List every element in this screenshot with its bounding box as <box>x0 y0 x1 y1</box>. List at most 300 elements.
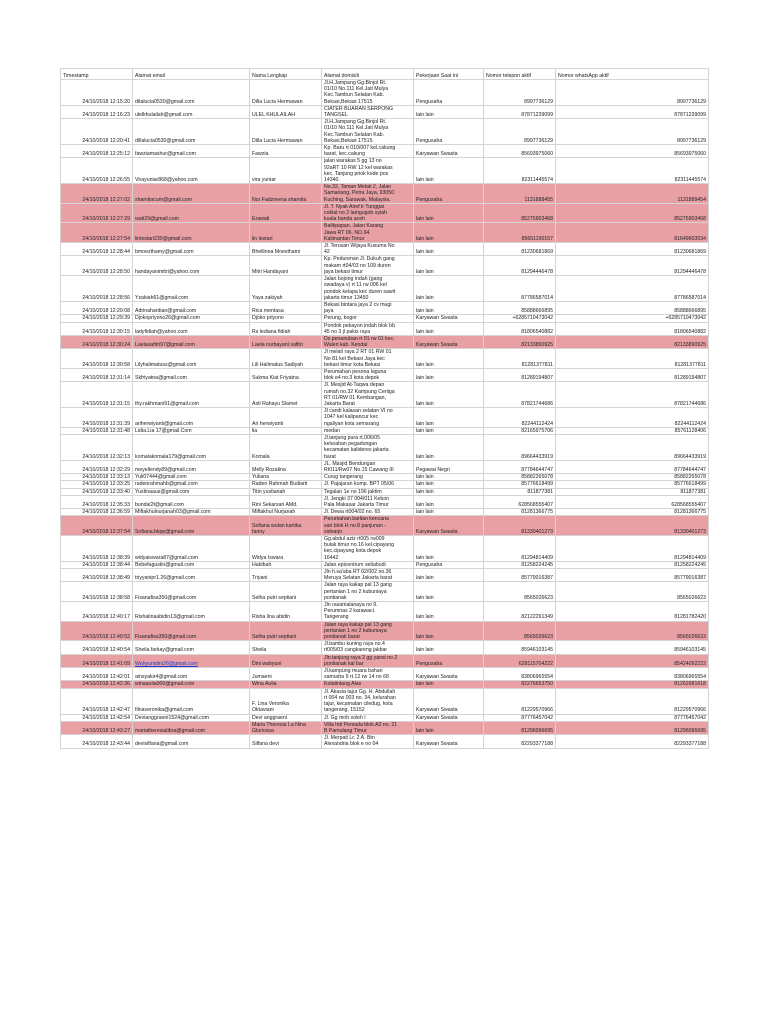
address-cell: Pondok pekayon indah blok bb 45 no 3 jl pakis raya <box>322 322 414 335</box>
phone-cell: 85776618499 <box>484 481 556 488</box>
phone-cell: 87821744686 <box>484 382 556 408</box>
whatsapp-cell: 811877381 <box>556 488 709 495</box>
header-whatsapp: Nomor whatsApp aktif <box>556 69 709 80</box>
address-cell: Jln.tanjung raya 2 gg yansi no 2 pontianak kal bar <box>322 654 414 667</box>
phone-cell: 85275903468 <box>484 203 556 223</box>
table-row <box>61 368 709 381</box>
occupation-cell: Karyawan Swasta <box>414 688 484 714</box>
table-row <box>61 158 709 184</box>
whatsapp-cell: 85424092222 <box>556 654 709 667</box>
timestamp-cell: 24/10/2018 12:42:54 <box>61 714 133 721</box>
email-cell: Devianggraeni1524@gmail.com <box>133 714 250 721</box>
whatsapp-cell: 82293377188 <box>556 735 709 748</box>
whatsapp-cell: 82311445574 <box>556 158 709 184</box>
name-cell: Raden Rahmah Budiarti <box>250 481 322 488</box>
whatsapp-cell: 81229570966 <box>556 688 709 714</box>
address-cell: Jl. Akasia tajur Gg. H. Abdullah rt 004 rw 003 no. 34, kelurahan tajur, kecamatan ciledug, kota tangerang, 15152 <box>322 688 414 714</box>
occupation-cell: lain lain <box>414 481 484 488</box>
table-row <box>61 688 709 714</box>
phone-cell: 81294446478 <box>484 256 556 276</box>
name-cell: Silfana devi <box>250 735 322 748</box>
email-cell: handayanimitri@yahoo.com <box>133 256 250 276</box>
address-cell: Ds penanuban rt 01 rw 01 kec. Waleri kab. Kendal <box>322 335 414 348</box>
table-row <box>61 495 709 508</box>
table-row <box>61 203 709 223</box>
occupation-cell: Pengusaha <box>414 119 484 145</box>
timestamp-cell: 24/10/2018 12:29:39 <box>61 315 133 322</box>
occupation-cell: lain lain <box>414 256 484 276</box>
timestamp-cell: 24/10/2018 12:33:40 <box>61 488 133 495</box>
email-cell: mariatheresialibra@gmail.com <box>133 721 250 734</box>
phone-cell: 82122291349 <box>484 602 556 622</box>
whatsapp-cell: 85882265078 <box>556 474 709 481</box>
name-cell: Laela nurbayani safitri <box>250 335 322 348</box>
occupation-cell: lain lain <box>414 582 484 602</box>
table-row <box>61 322 709 335</box>
spreadsheet <box>60 68 708 749</box>
address-cell: Jalan epicentrum setiabudi <box>322 561 414 568</box>
email-cell: Lilyhalimatuss@gmail.com <box>133 349 250 369</box>
whatsapp-cell: 87821744686 <box>556 382 709 408</box>
timestamp-cell: 24/10/2018 12:31:39 <box>61 408 133 428</box>
phone-cell: 628115704222 <box>484 654 556 667</box>
occupation-cell: Pengusaha <box>414 184 484 204</box>
occupation-cell: lain lain <box>414 368 484 381</box>
address-cell: Kp. Baru rt 010/007 kel.cakung barat, kec.cakung <box>322 145 414 158</box>
address-cell: jalan warakas 5 gg 13 no 92aRT 10 RW 12 kel warakas kec. Tanjung priok kode pos 14340. <box>322 158 414 184</box>
name-cell: F. Lina Veronika Oktaviani <box>250 688 322 714</box>
name-cell: Yaya zakiyah <box>250 276 322 302</box>
table-row <box>61 315 709 322</box>
timestamp-cell: 24/10/2018 12:42:36 <box>61 681 133 688</box>
header-full-name: Nama Lengkap <box>250 69 322 80</box>
email-cell: Djokopriyono26@gmail.com <box>133 315 250 322</box>
phone-cell: 81229570966 <box>484 688 556 714</box>
table-row <box>61 735 709 748</box>
phone-cell: 85651190157 <box>484 223 556 243</box>
whatsapp-cell: 87786587014 <box>556 276 709 302</box>
whatsapp-cell: 81258224245 <box>556 561 709 568</box>
phone-cell: 81289194807 <box>484 368 556 381</box>
whatsapp-cell: 8997736129 <box>556 119 709 145</box>
whatsapp-cell: 83806965554 <box>556 668 709 681</box>
address-cell: Jl.tanjung pura rt.006/05 kelurahan pegadungan kecamatan kalideres jakarta barat <box>322 434 414 460</box>
name-cell: Titin yustianah <box>250 488 322 495</box>
occupation-cell: Karyawan Swasta <box>414 145 484 158</box>
table-row <box>61 536 709 562</box>
timestamp-cell: 24/10/2018 12:20:41 <box>61 119 133 145</box>
occupation-cell: Karyawan Swasta <box>414 315 484 322</box>
table-row <box>61 119 709 145</box>
name-cell: Djoko priyono <box>250 315 322 322</box>
phone-cell: 8997736129 <box>484 80 556 106</box>
phone-cell: 82276653750 <box>484 681 556 688</box>
phone-cell: 87776457042 <box>484 714 556 721</box>
name-cell: Miftakhul Nurjanah <box>250 509 322 516</box>
table-row <box>61 681 709 688</box>
address-cell: Jl. Merpati Lr. 2 A. Btn Alexandria blok e no 04 <box>322 735 414 748</box>
timestamp-cell: 24/10/2018 12:27:02 <box>61 184 133 204</box>
occupation-cell: Karyawan Swasta <box>414 735 484 748</box>
phone-cell: 85779016387 <box>484 569 556 582</box>
table-row <box>61 184 709 204</box>
address-cell: Jl.kampung muara bahari samudra 9 rt.12 rw 14 no 68 <box>322 668 414 681</box>
phone-cell: 81294814409 <box>484 536 556 562</box>
name-cell: Jumaeni <box>250 668 322 681</box>
name-cell: Dini wahyuni <box>250 654 322 667</box>
whatsapp-cell: 81281366775 <box>556 509 709 516</box>
address-cell: Jln rasamalanaya no 9. Perumnas 2 karawaci. Tangerang <box>322 602 414 622</box>
table-row <box>61 276 709 302</box>
timestamp-cell: 24/10/2018 12:37:54 <box>61 516 133 536</box>
email-cell: Laelasafitri97@gmail.com <box>133 335 250 348</box>
table-row <box>61 256 709 276</box>
whatsapp-cell: 85693975060 <box>556 145 709 158</box>
table-row <box>61 668 709 681</box>
occupation-cell: lain lain <box>414 158 484 184</box>
name-cell: Melly Rozalina <box>250 460 322 473</box>
timestamp-cell: 24/10/2018 12:31:15 <box>61 382 133 408</box>
table-row <box>61 474 709 481</box>
phone-cell: 8565026623 <box>484 582 556 602</box>
address-cell: Jl. Dewa rt004/02 no. 65 <box>322 509 414 516</box>
occupation-cell: lain lain <box>414 322 484 335</box>
name-cell: Mitri Handayani <box>250 256 322 276</box>
occupation-cell: Karyawan Swasta <box>414 335 484 348</box>
table-row <box>61 569 709 582</box>
email-cell: wati29@gmail.com <box>133 203 250 223</box>
table-row <box>61 621 709 641</box>
email-cell: Skfriyatna@gmail.com <box>133 368 250 381</box>
timestamp-cell: 24/10/2018 12:25:12 <box>61 145 133 158</box>
timestamp-cell: 24/10/2018 12:29:08 <box>61 301 133 314</box>
email-cell: dillalucia0530@gmail.com <box>133 119 250 145</box>
phone-cell: 82293377188 <box>484 735 556 748</box>
address-cell: Jl.H.Jampang Gg.Binjol Rt. 01/10 No.111 Kel.Jati Mulya Kec.Tambun Selatan Kab. Bekasi,Bekasi 17515 <box>322 119 414 145</box>
timestamp-cell: 24/10/2018 12:28:56 <box>61 276 133 302</box>
timestamp-cell: 24/10/2018 12:38:58 <box>61 582 133 602</box>
occupation-cell: lain lain <box>414 641 484 654</box>
address-cell: Jl melati raya 2 RT 01 RW 01 No 81 kel Bekasi Jaya kec bekasi timur kota Bekasi <box>322 349 414 369</box>
occupation-cell: Karyawan Swasta <box>414 714 484 721</box>
timestamp-cell: 24/10/2018 12:35:33 <box>61 495 133 508</box>
whatsapp-cell: 85946103145 <box>556 641 709 654</box>
occupation-cell: lain lain <box>414 382 484 408</box>
address-cell: Curug tangerang <box>322 474 414 481</box>
occupation-cell: lain lain <box>414 681 484 688</box>
table-row <box>61 382 709 408</box>
timestamp-cell: 24/10/2018 12:38:49 <box>61 569 133 582</box>
header-occupation: Pekerjaan Saat ini <box>414 69 484 80</box>
name-cell: Rs lediana fidiah <box>250 322 322 335</box>
timestamp-cell: 24/10/2018 12:38:39 <box>61 536 133 562</box>
timestamp-cell: 24/10/2018 12:30:15 <box>61 322 133 335</box>
name-cell: Bhellinna Moesthami <box>250 243 322 256</box>
name-cell: Sheila <box>250 641 322 654</box>
whatsapp-cell: +6285710473042 <box>556 315 709 322</box>
whatsapp-cell: 628568555407 <box>556 495 709 508</box>
name-cell: Widya Iswara <box>250 536 322 562</box>
timestamp-cell: 24/10/2018 12:27:29 <box>61 203 133 223</box>
occupation-cell: lain lain <box>414 243 484 256</box>
table-row <box>61 223 709 243</box>
occupation-cell: lain lain <box>414 474 484 481</box>
table-row <box>61 434 709 460</box>
table-row <box>61 427 709 434</box>
timestamp-cell: 24/10/2018 12:31:14 <box>61 368 133 381</box>
occupation-cell: lain lain <box>414 569 484 582</box>
phone-cell: 81806540882 <box>484 322 556 335</box>
table-row <box>61 481 709 488</box>
occupation-cell: lain lain <box>414 301 484 314</box>
phone-cell: +6285710473042 <box>484 315 556 322</box>
whatsapp-cell: 81262681618 <box>556 681 709 688</box>
email-cell: Miftakhulnurjanah03@gmail.com <box>133 509 250 516</box>
name-cell: Asti Rahayu Slamet <box>250 382 322 408</box>
address-cell: Jl.H.Jampang Gg.Binjol Rt. 01/10 No.111 Kel.Jati Mulya Kec.Tambun Selatan Kab. Bekasi,Bekasi 17515 <box>322 80 414 106</box>
timestamp-cell: 24/10/2018 12:15:20 <box>61 80 133 106</box>
name-cell: Maria Theresia La Nina Gloriossa <box>250 721 322 734</box>
phone-cell: 81281366775 <box>484 509 556 516</box>
header-row <box>61 69 709 80</box>
whatsapp-cell: 87776457042 <box>556 714 709 721</box>
timestamp-cell: 24/10/2018 12:36:59 <box>61 509 133 516</box>
timestamp-cell: 24/10/2018 12:42:01 <box>61 668 133 681</box>
phone-cell: 85946103145 <box>484 641 556 654</box>
name-cell: Nur Fadzreena sharnila <box>250 184 322 204</box>
name-cell: lin lestari <box>250 223 322 243</box>
phone-cell: 8565026623 <box>484 621 556 641</box>
email-cell: bmoezthamy@gmail.com <box>133 243 250 256</box>
email-cell: Bebefagustin@gmail.com <box>133 561 250 568</box>
name-cell: Habibah <box>250 561 322 568</box>
address-cell: CIATER BUARAN SERPONG TANGSEL <box>322 105 414 118</box>
table-row <box>61 516 709 536</box>
email-cell: triyyanipr1.26@gmail.com <box>133 569 250 582</box>
occupation-cell: Pengusaha <box>414 80 484 106</box>
address-cell: Jl. Mesjid At-Taqwa depan rumah no.32 Kampung Ceriiga RT 01/RW 01 Kembangan, Jakarta Barat <box>322 382 414 408</box>
address-cell: Bekasi bintara jaya 2 cv mugi jaya <box>322 301 414 314</box>
phone-cell: 82133890925 <box>484 335 556 348</box>
timestamp-cell: 24/10/2018 12:32:13 <box>61 434 133 460</box>
timestamp-cell: 24/10/2018 12:40:52 <box>61 621 133 641</box>
phone-cell: 628568555407 <box>484 495 556 508</box>
name-cell: Rica mentasa <box>250 301 322 314</box>
occupation-cell: Pengusaha <box>414 561 484 568</box>
whatsapp-cell: 85888666895 <box>556 301 709 314</box>
email-cell: Yuli07444@gmail.com <box>133 474 250 481</box>
email-cell: devisilfana@gmail.com <box>133 735 250 748</box>
name-cell: Sukma Kiat Friyatna <box>250 368 322 381</box>
timestamp-cell: 24/10/2018 12:41:09 <box>61 654 133 667</box>
responses-table <box>60 68 709 749</box>
email-cell: ditalucia0530@gmail.com <box>133 80 250 106</box>
phone-cell: 87784644747 <box>484 460 556 473</box>
occupation-cell: Karyawan Swasta <box>414 516 484 536</box>
phone-cell: 89664433919 <box>484 434 556 460</box>
address-cell: Jl. T. Nyak Arief lr Tunggai coklat no 2 lamgugob syiah kuala banda aceh <box>322 203 414 223</box>
address-cell: Jalan raya kakap pal 13 gang pertanian 1 no 2 kubuniaya pontianak <box>322 582 414 602</box>
email-cell: Virayuniar868@yahoo.com <box>133 158 250 184</box>
whatsapp-cell: 82133890925 <box>556 335 709 348</box>
occupation-cell: lain lain <box>414 602 484 622</box>
phone-cell: 82244112424 <box>484 408 556 428</box>
name-cell: Komala <box>250 434 322 460</box>
name-cell: Selha putri septiani <box>250 621 322 641</box>
whatsapp-cell: 85776618499 <box>556 481 709 488</box>
timestamp-cell: 24/10/2018 12:31:48 <box>61 427 133 434</box>
whatsapp-cell: 85761128406 <box>556 427 709 434</box>
occupation-cell: Pegawai Negri <box>414 460 484 473</box>
occupation-cell: lain lain <box>414 427 484 434</box>
whatsapp-cell: 81294446478 <box>556 256 709 276</box>
email-cell: winaaulia000@gmail.com <box>133 681 250 688</box>
phone-cell: 83806965554 <box>484 668 556 681</box>
address-cell: Perung, bogor <box>322 315 414 322</box>
header-address: Alamat domisili <box>322 69 414 80</box>
whatsapp-cell: 8565026623 <box>556 621 709 641</box>
phone-cell: 82311445574 <box>484 158 556 184</box>
email-cell: bundal2t@gmail.com <box>133 495 250 508</box>
table-row <box>61 654 709 667</box>
email-cell: filnaveronika@gmail.com <box>133 688 250 714</box>
timestamp-cell: 24/10/2018 12:28:44 <box>61 243 133 256</box>
occupation-cell: lain lain <box>414 349 484 369</box>
email-cell: komalakomala179@gmail.com <box>133 434 250 460</box>
whatsapp-cell: 81806540882 <box>556 322 709 335</box>
timestamp-cell: 24/10/2018 12:38:44 <box>61 561 133 568</box>
phone-cell: 87786587014 <box>484 276 556 302</box>
email-link[interactable]: Wahyunidini26@gmail.com <box>135 660 198 667</box>
whatsapp-cell: 81649603034 <box>556 223 709 243</box>
whatsapp-cell: 81281377811 <box>556 349 709 369</box>
name-cell: Fawzia <box>250 145 322 158</box>
name-cell: Rini Sekarsari AMd. <box>250 495 322 508</box>
occupation-cell: lain lain <box>414 509 484 516</box>
phone-cell: 85882265078 <box>484 474 556 481</box>
address-cell: medan <box>322 427 414 434</box>
email-cell: widyaiswara87@gmail.com <box>133 536 250 562</box>
whatsapp-cell: 81330401273 <box>556 516 709 536</box>
address-cell: Perumahan pesona laguna blok e4 no.3 kota depok <box>322 368 414 381</box>
timestamp-cell: 24/10/2018 12:42:47 <box>61 688 133 714</box>
email-cell: thy.rakhmani91@gmail.com <box>133 382 250 408</box>
name-cell: Wina Aulia <box>250 681 322 688</box>
address-cell: Jl. Pajajaran komp. BPT 05/06 <box>322 481 414 488</box>
table-row <box>61 408 709 428</box>
table-row <box>61 641 709 654</box>
whatsapp-cell: 81230681869 <box>556 243 709 256</box>
table-row <box>61 243 709 256</box>
occupation-cell: lain lain <box>414 721 484 734</box>
name-cell: ULEL KHULAILAH <box>250 105 322 118</box>
address-cell: Jl candi kalasan selatan VI no 1047 kel kalipancur kec ngaliyan kota semarang <box>322 408 414 428</box>
name-cell: Devi anggraeni <box>250 714 322 721</box>
occupation-cell: lain lain <box>414 408 484 428</box>
address-cell: JL. Masjid Bendungan Rt011/Rw07 No.15 Cawang III <box>322 460 414 473</box>
occupation-cell: lain lain <box>414 276 484 302</box>
whatsapp-cell: 89664433919 <box>556 434 709 460</box>
header-phone: Nomor telepon aktif <box>484 69 556 80</box>
address-cell: Jalan bojong indah (gang swadaya v) rt 11 rw 006 kel pondok kelapa kec duren sawit jakarta timur 13450 <box>322 276 414 302</box>
timestamp-cell: 24/10/2018 12:27:54 <box>61 223 133 243</box>
whatsapp-cell: 8997736129 <box>556 80 709 106</box>
timestamp-cell: 24/10/2018 12:30:58 <box>61 349 133 369</box>
table-row <box>61 582 709 602</box>
whatsapp-cell: 81296096695 <box>556 721 709 734</box>
email-cell: Yzakiah61@gmail.com <box>133 276 250 302</box>
address-cell: Jln h.sa'aba RT 02/002 no.36 Meruya Selatan Jakarta barat <box>322 569 414 582</box>
timestamp-cell: 24/10/2018 12:40:54 <box>61 641 133 654</box>
email-cell <box>133 654 250 667</box>
phone-cell: 82165975706 <box>484 427 556 434</box>
phone-cell: 81230681869 <box>484 243 556 256</box>
table-row <box>61 349 709 369</box>
name-cell: Risha lina abidin <box>250 602 322 622</box>
address-cell: Jl. Jengki 37 004/011 Kebon Pala Makasar Jakarta Timur <box>322 495 414 508</box>
address-cell: Kp. Pedurenan Jl. Dukuh gang makam rt04/03 no 109 duren jaya bekasi timur <box>322 256 414 276</box>
address-cell: Jl. Terusan Wijaya Kusuma No 42 <box>322 243 414 256</box>
whatsapp-cell: 85275903468 <box>556 203 709 223</box>
table-row <box>61 145 709 158</box>
table-body <box>61 80 709 749</box>
table-row <box>61 488 709 495</box>
occupation-cell: lain lain <box>414 495 484 508</box>
whatsapp-cell: 81281782420 <box>556 602 709 622</box>
table-row <box>61 561 709 568</box>
address-cell: Jalan raya kakap pal 13 gang pertanian 1 no 2 kubuniaya pontianak barat <box>322 621 414 641</box>
email-cell: Yustinaaus@gmail.com <box>133 488 250 495</box>
name-cell: Triyani <box>250 569 322 582</box>
table-row <box>61 80 709 106</box>
phone-cell: 85693975060 <box>484 145 556 158</box>
name-cell: Selha putri septiani <box>250 582 322 602</box>
occupation-cell: Pengusaha <box>414 654 484 667</box>
header-timestamp: Timestamp <box>61 69 133 80</box>
table-row <box>61 335 709 348</box>
timestamp-cell: 24/10/2018 12:43:27 <box>61 721 133 734</box>
timestamp-cell: 24/10/2018 12:33:13 <box>61 474 133 481</box>
occupation-cell: lain lain <box>414 488 484 495</box>
name-cell: Dilla Lucia Hermawan <box>250 119 322 145</box>
timestamp-cell: 24/10/2018 12:43:44 <box>61 735 133 748</box>
phone-cell: 81281377811 <box>484 349 556 369</box>
timestamp-cell: 24/10/2018 12:16:23 <box>61 105 133 118</box>
whatsapp-cell: 87784644747 <box>556 460 709 473</box>
phone-cell: 87871239099 <box>484 105 556 118</box>
whatsapp-cell: 81294814409 <box>556 536 709 562</box>
timestamp-cell: 24/10/2018 12:33:25 <box>61 481 133 488</box>
name-cell: Yuliana <box>250 474 322 481</box>
email-cell: ainsyakir4@gmail.com <box>133 668 250 681</box>
occupation-cell: lain lain <box>414 621 484 641</box>
table-row <box>61 721 709 734</box>
address-cell: Balikpapan, Jalan Karang Jawa RT 06. NO.94 Kalimantan Timur <box>322 223 414 243</box>
address-cell: Tegalan 1e no 196 jaktim <box>322 488 414 495</box>
phone-cell: 811877381 <box>484 488 556 495</box>
email-cell: sharnilacum@gmail.com <box>133 184 250 204</box>
address-cell: Jl. Gg moh soleh l <box>322 714 414 721</box>
occupation-cell: lain lain <box>414 434 484 460</box>
whatsapp-cell: 1131889454 <box>556 184 709 204</box>
timestamp-cell: 24/10/2018 12:40:17 <box>61 602 133 622</box>
name-cell: lia <box>250 427 322 434</box>
timestamp-cell: 24/10/2018 12:30:24 <box>61 335 133 348</box>
name-cell: Ari herwiyanti <box>250 408 322 428</box>
occupation-cell: lain lain <box>414 536 484 562</box>
email-cell: ulelkhulailah@gmail.com <box>133 105 250 118</box>
table-row <box>61 105 709 118</box>
